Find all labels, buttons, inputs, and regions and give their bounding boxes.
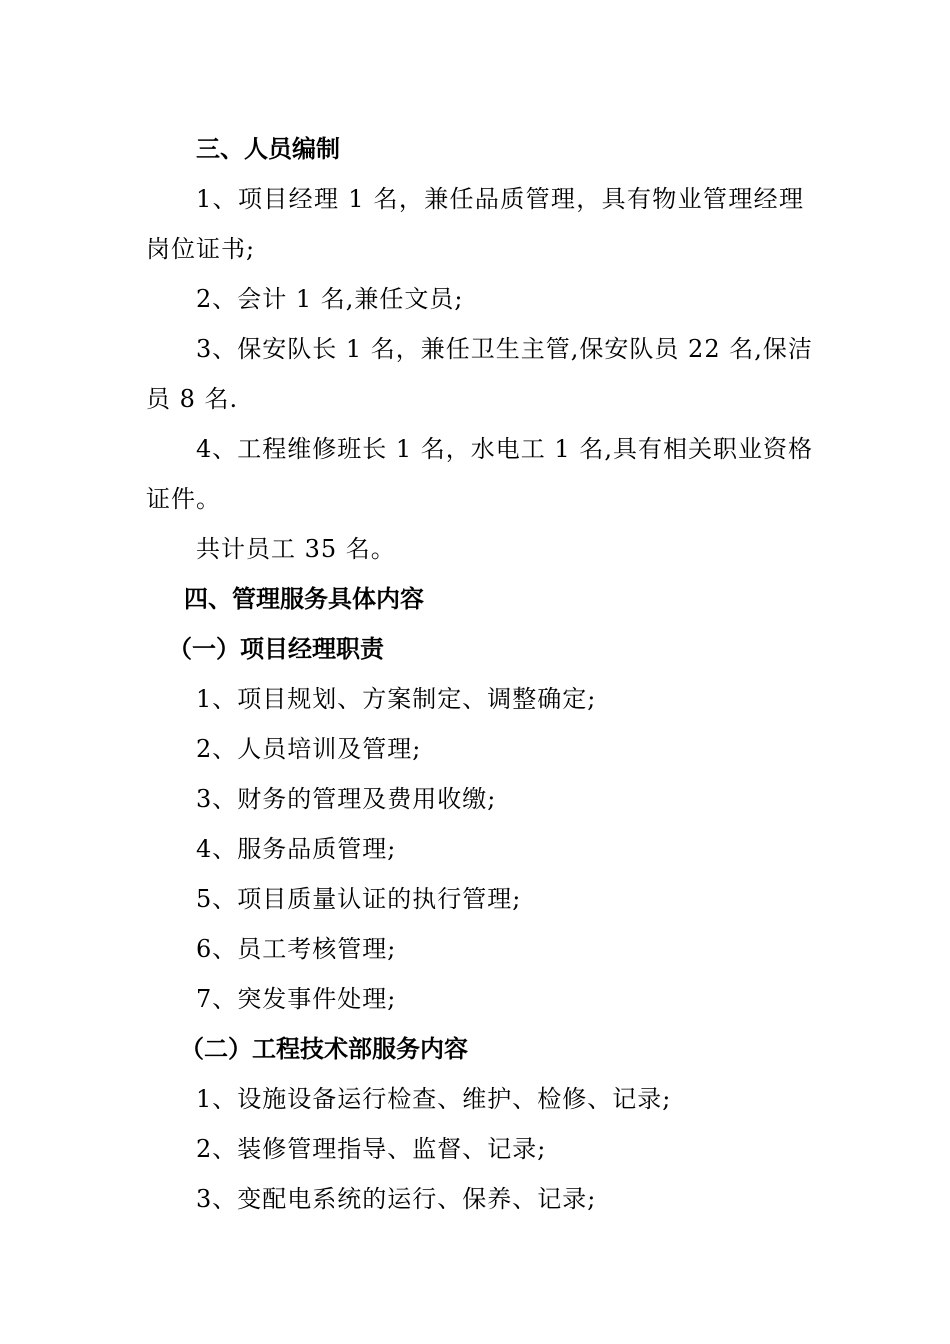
section-3-item-3-line-1: 3、保安队长 1 名，兼任卫生主管,保安队员 22 名,保洁: [196, 335, 813, 363]
sub-2-list-item: 1、设施设备运行检查、维护、检修、记录;: [196, 1085, 672, 1113]
sub-1-list-item: 5、项目质量认证的执行管理;: [196, 885, 522, 913]
sub-1-list-item: 4、服务品质管理;: [196, 835, 397, 863]
section-3-heading: 三、人员编制: [196, 135, 340, 163]
section-4-sub-1-heading: （一）项目经理职责: [168, 635, 384, 663]
section-4-heading: 四、管理服务具体内容: [184, 585, 424, 613]
sub-2-list-item: 3、变配电系统的运行、保养、记录;: [196, 1185, 597, 1213]
section-3-item-1-line-2: 岗位证书;: [146, 235, 256, 263]
section-3-item-1-line-1: 1、项目经理 1 名，兼任品质管理，具有物业管理经理: [196, 185, 804, 213]
sub-1-list-item: 6、员工考核管理;: [196, 935, 397, 963]
sub-2-list-item: 2、装修管理指导、监督、记录;: [196, 1135, 547, 1163]
section-3-item-4-line-2: 证件。: [146, 485, 221, 513]
sub-1-list-item: 2、人员培训及管理;: [196, 735, 422, 763]
section-4-sub-2-heading: （二）工程技术部服务内容: [180, 1035, 468, 1063]
sub-1-list-item: 3、财务的管理及费用收缴;: [196, 785, 497, 813]
section-3-item-3-line-2: 员 8 名.: [146, 385, 239, 413]
sub-1-list-item: 1、项目规划、方案制定、调整确定;: [196, 685, 597, 713]
section-3-total: 共计员工 35 名。: [196, 535, 396, 563]
section-3-item-4-line-1: 4、工程维修班长 1 名，水电工 1 名,具有相关职业资格: [196, 435, 813, 463]
section-3-item-2: 2、会计 1 名,兼任文员;: [196, 285, 464, 313]
sub-1-list-item: 7、突发事件处理;: [196, 985, 397, 1013]
